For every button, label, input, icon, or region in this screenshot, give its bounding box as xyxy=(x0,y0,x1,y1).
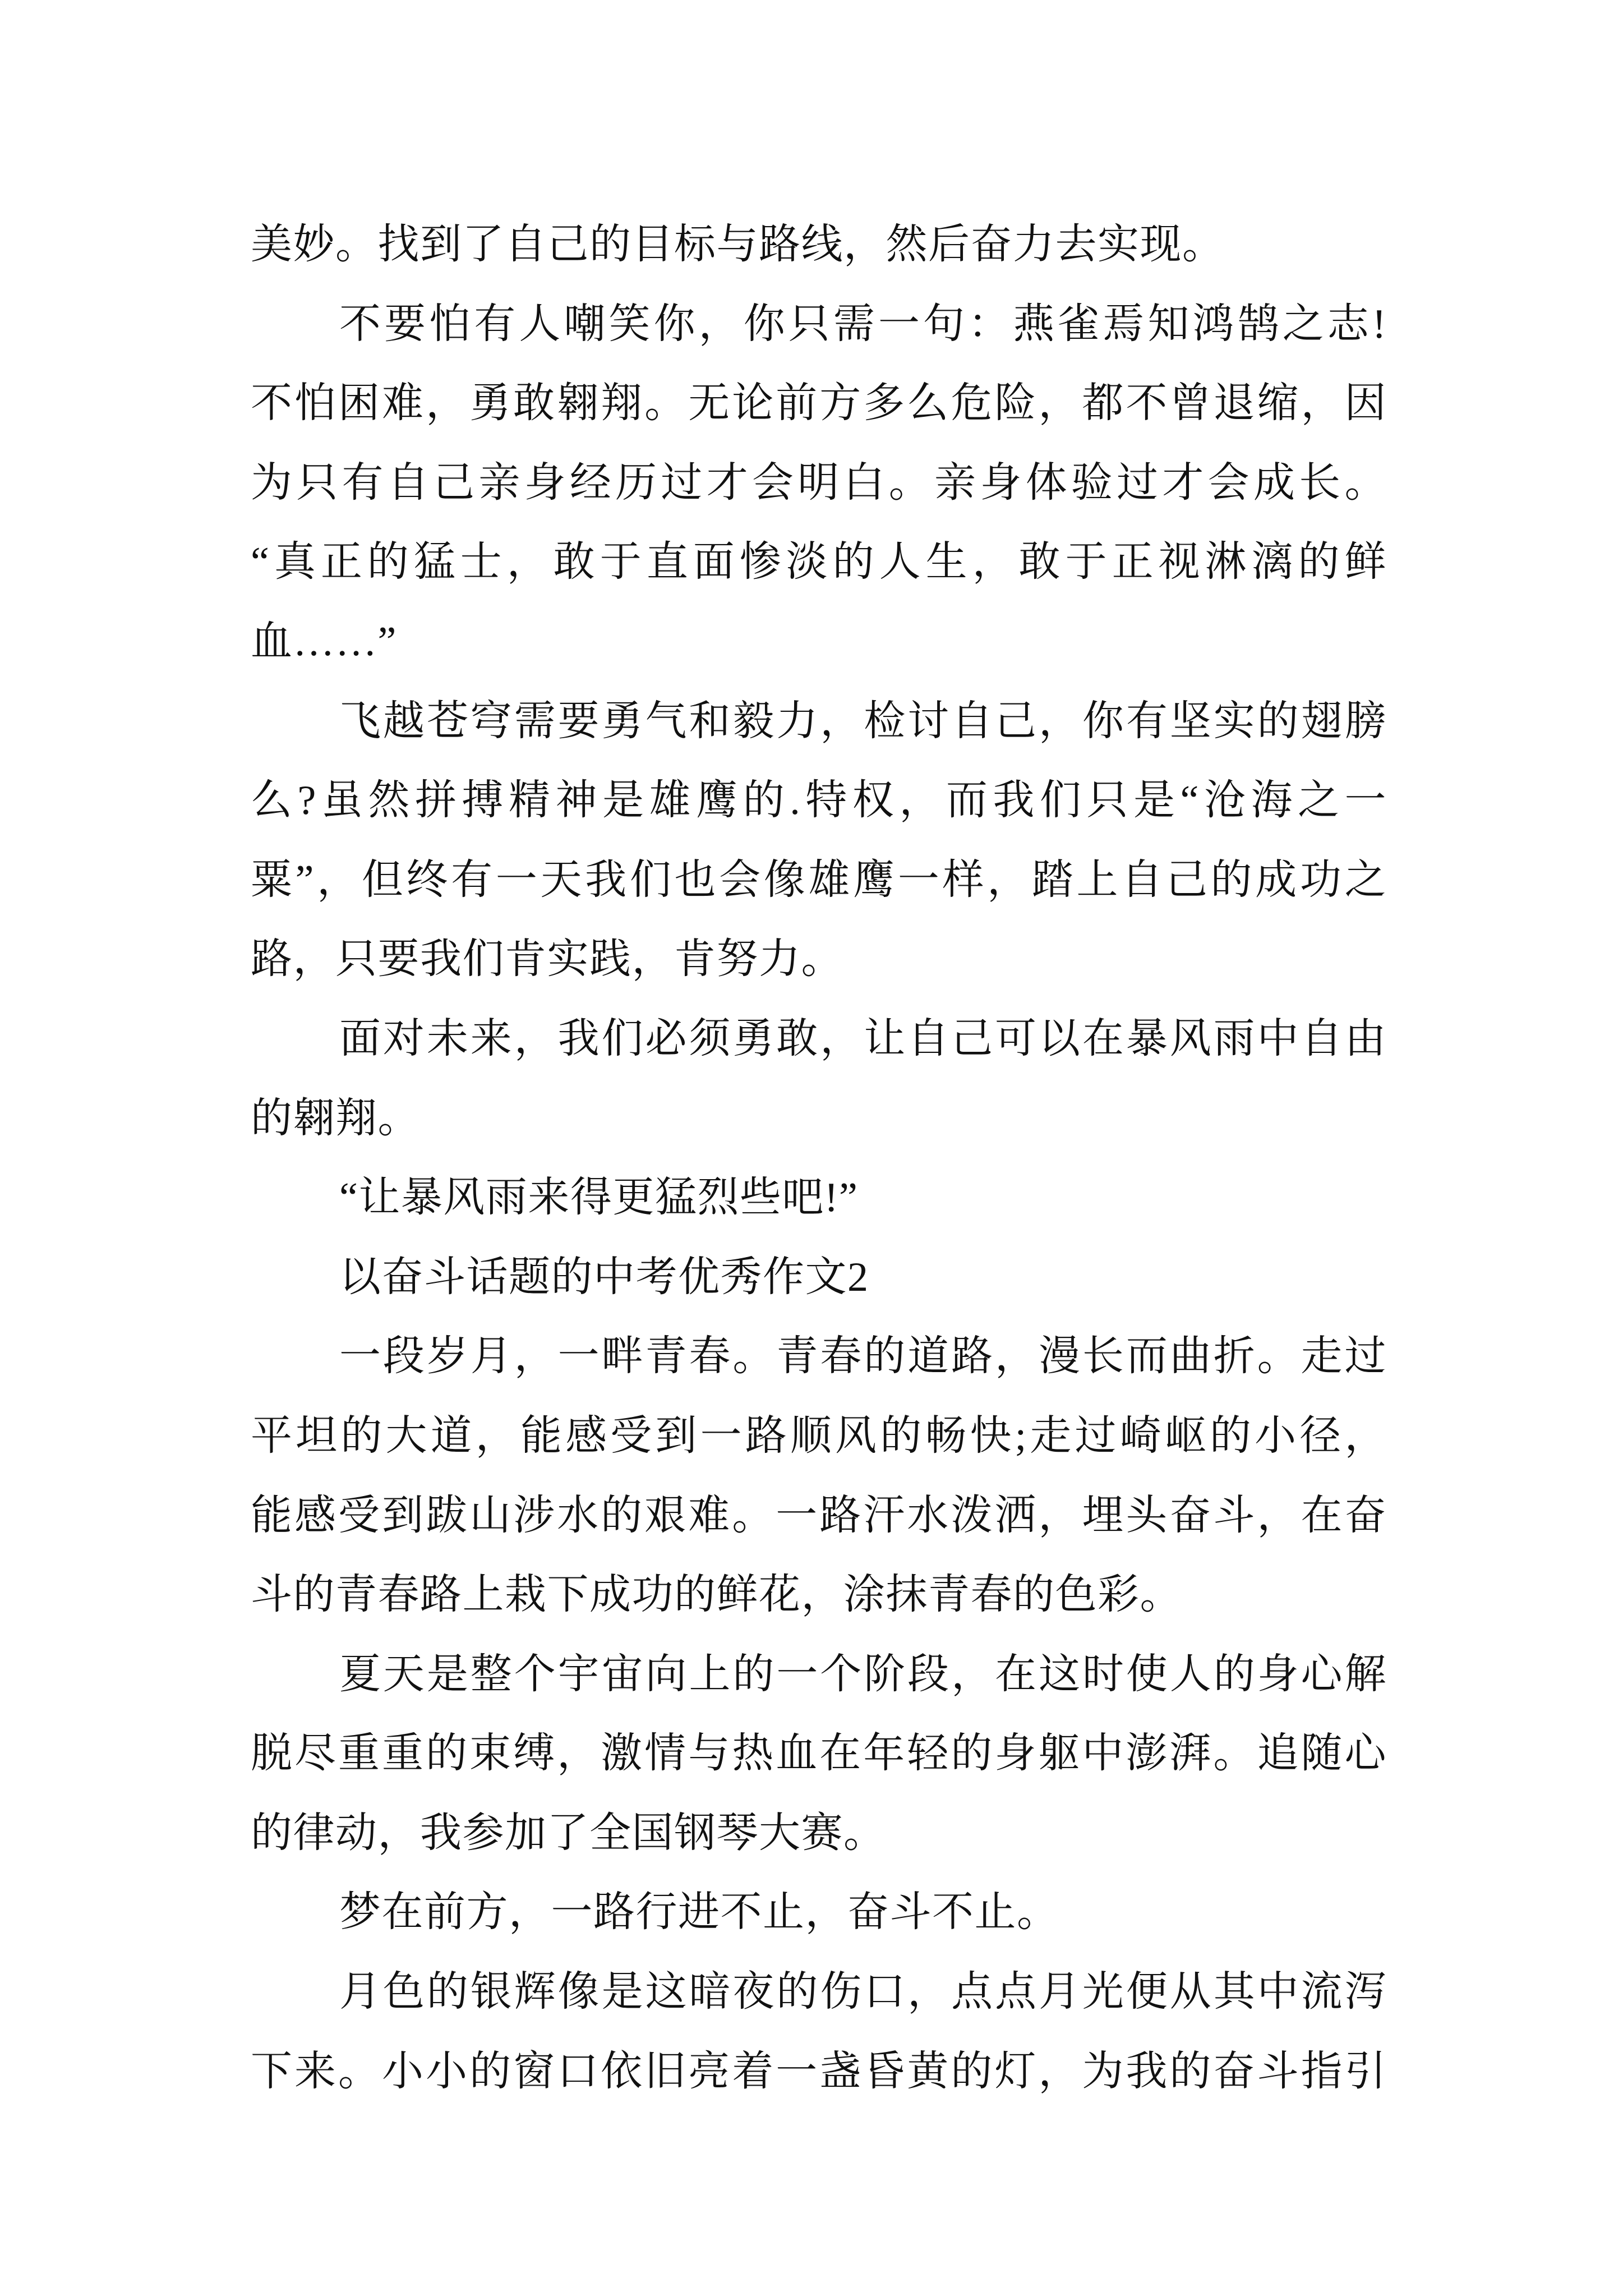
text-line: 脱尽重重的束缚，激情与热血在年轻的身躯中澎湃。追随心 xyxy=(251,1731,1387,1777)
text-line: 不怕困难，勇敢翱翔。无论前方多么危险，都不曾退缩，因 xyxy=(251,380,1387,427)
text-line: “真正的猛士，敢于直面惨淡的人生，敢于正视淋漓的鲜 xyxy=(251,539,1387,586)
text-line: 月色的银辉像是这暗夜的伤口，点点月光便从其中流泻 xyxy=(339,1969,1387,2016)
text-line: 美妙。找到了自己的目标与路线，然后奋力去实现。 xyxy=(251,222,1225,268)
text-line: 下来。小小的窗口依旧亮着一盏昏黄的灯，为我的奋斗指引 xyxy=(251,2048,1387,2095)
paragraph xyxy=(251,1317,1387,1635)
paragraph xyxy=(251,682,1387,1000)
quote-paragraph xyxy=(251,1158,1387,1238)
text-line: 粟”，但终有一天我们也会像雄鹰一样，踏上自己的成功之 xyxy=(251,857,1387,903)
text-line: 能感受到跋山涉水的艰难。一路汗水泼洒，埋头奋斗，在奋 xyxy=(251,1492,1387,1539)
text-line: 血……” xyxy=(251,618,397,665)
essay-title: 以奋斗话题的中考优秀作文2 xyxy=(339,1254,869,1300)
paragraph xyxy=(251,1000,1387,1158)
text-line: 飞越苍穹需要勇气和毅力，检讨自己，你有坚实的翅膀 xyxy=(339,698,1387,744)
text-line: 平坦的大道，能感受到一路顺风的畅快;走过崎岖的小径， xyxy=(251,1412,1387,1459)
text-line: 面对未来，我们必须勇敢，让自己可以在暴风雨中自由 xyxy=(339,1015,1387,1062)
text-line: 不要怕有人嘲笑你，你只需一句：燕雀焉知鸿鹄之志! xyxy=(339,301,1387,347)
text-line: 夏天是整个宇宙向上的一个阶段，在这时使人的身心解 xyxy=(339,1651,1387,1697)
text-line: 梦在前方，一路行进不止，奋斗不止。 xyxy=(339,1889,1059,1936)
paragraph xyxy=(251,1635,1387,1874)
text-line: 路，只要我们肯实践，肯努力。 xyxy=(251,936,843,983)
text-line: 一段岁月，一畔青春。青春的道路，漫长而曲折。走过 xyxy=(339,1333,1387,1380)
text-line: 的律动，我参加了全国钢琴大赛。 xyxy=(251,1810,886,1856)
paragraph xyxy=(251,285,1387,682)
text-line: 的翱翔。 xyxy=(251,1095,420,1142)
text-line: 么?虽然拼搏精神是雄鹰的.特权，而我们只是“沧海之一 xyxy=(251,777,1387,824)
paragraph xyxy=(251,1953,1387,2111)
paragraph xyxy=(251,1873,1387,1953)
essay-body xyxy=(251,205,1387,2111)
text-line: “让暴风雨来得更猛烈些吧!” xyxy=(339,1175,859,1221)
text-line: 为只有自己亲身经历过才会明白。亲身体验过才会成长。 xyxy=(251,459,1387,506)
paragraph xyxy=(251,205,1387,285)
text-line: 斗的青春路上栽下成功的鲜花，涂抹青春的色彩。 xyxy=(251,1572,1182,1618)
